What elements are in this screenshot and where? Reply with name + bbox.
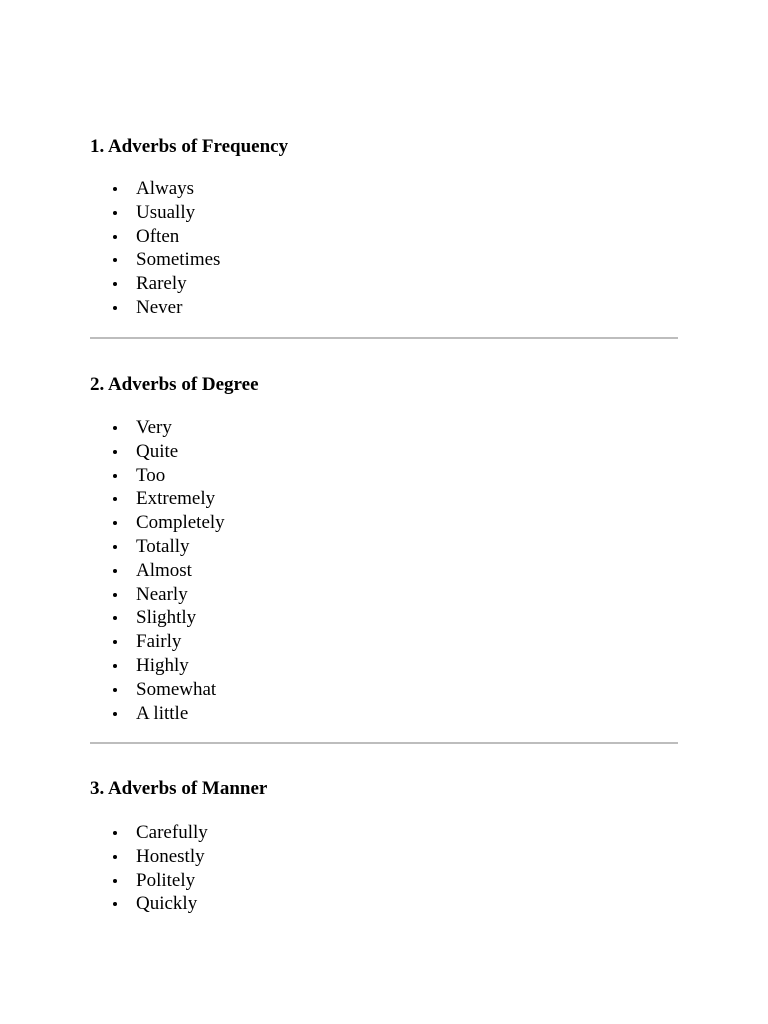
section-divider — [90, 742, 678, 744]
list-item: Somewhat — [90, 678, 225, 702]
list-item: A little — [90, 702, 225, 726]
list-item: Quickly — [90, 892, 208, 916]
bullet-icon — [113, 211, 117, 215]
list-item: Often — [90, 225, 220, 249]
bullet-icon — [113, 855, 117, 859]
list-item: Sometimes — [90, 248, 220, 272]
section-heading-manner: 3. Adverbs of Manner — [90, 778, 268, 799]
degree-list — [90, 416, 225, 725]
list-item: Very — [90, 416, 225, 440]
bullet-icon — [113, 258, 117, 262]
section-divider — [90, 337, 678, 339]
list-item: Quite — [90, 440, 225, 464]
bullet-icon — [113, 616, 117, 620]
list-item: Totally — [90, 535, 225, 559]
bullet-icon — [113, 545, 117, 549]
list-item: Rarely — [90, 272, 220, 296]
list-item: Always — [90, 177, 220, 201]
list-item: Almost — [90, 559, 225, 583]
bullet-icon — [113, 831, 117, 835]
list-item: Too — [90, 464, 225, 488]
section-heading-degree: 2. Adverbs of Degree — [90, 374, 259, 395]
manner-list — [90, 821, 208, 916]
bullet-icon — [113, 593, 117, 597]
list-item: Fairly — [90, 630, 225, 654]
bullet-icon — [113, 902, 117, 906]
bullet-icon — [113, 497, 117, 501]
list-item: Honestly — [90, 845, 208, 869]
list-item: Extremely — [90, 487, 225, 511]
list-item: Completely — [90, 511, 225, 535]
list-item: Highly — [90, 654, 225, 678]
bullet-icon — [113, 474, 117, 478]
frequency-list — [90, 177, 220, 320]
bullet-icon — [113, 426, 117, 430]
bullet-icon — [113, 569, 117, 573]
list-item: Slightly — [90, 606, 225, 630]
list-item: Carefully — [90, 821, 208, 845]
section-heading-frequency: 1. Adverbs of Frequency — [90, 136, 289, 157]
bullet-icon — [113, 688, 117, 692]
bullet-icon — [113, 664, 117, 668]
list-item: Never — [90, 296, 220, 320]
bullet-icon — [113, 879, 117, 883]
bullet-icon — [113, 282, 117, 286]
bullet-icon — [113, 306, 117, 310]
bullet-icon — [113, 450, 117, 454]
list-item: Usually — [90, 201, 220, 225]
bullet-icon — [113, 521, 117, 525]
list-item: Nearly — [90, 583, 225, 607]
list-item: Politely — [90, 869, 208, 893]
bullet-icon — [113, 640, 117, 644]
bullet-icon — [113, 712, 117, 716]
bullet-icon — [113, 235, 117, 239]
bullet-icon — [113, 187, 117, 191]
